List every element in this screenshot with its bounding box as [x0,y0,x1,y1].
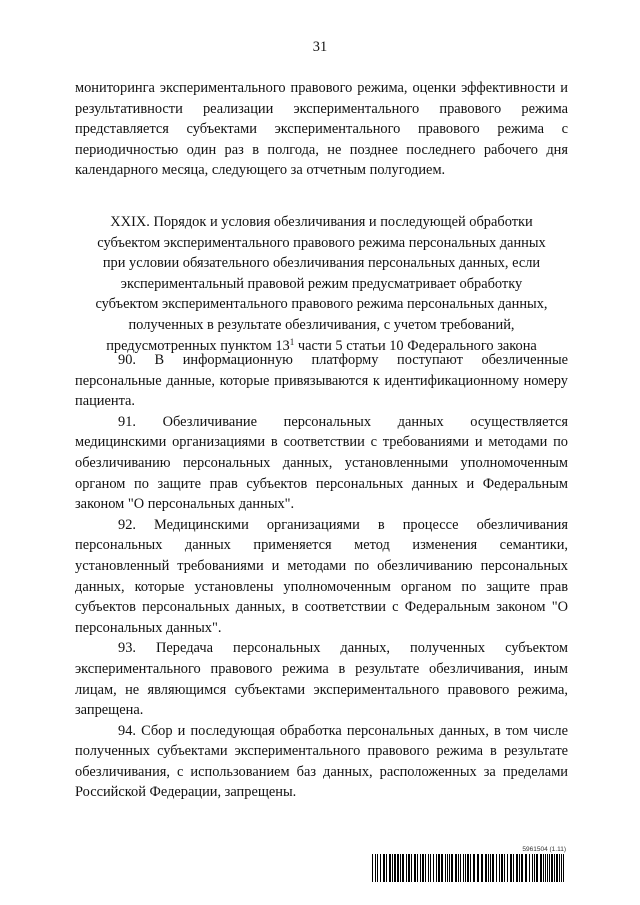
heading-text: предусмотренных пунктом 13 [106,337,290,354]
superscript: 1 [289,336,295,347]
list-item: 94. Сбор и последующая обработка персональных данных, в том числе полученных субъектами экспериментального правового режима в результате обезличивания, с использованием баз данных, расположенных за пределами Российской Федерации, запрещены. [75,722,568,801]
heading-line: экспериментальный правовой режим предусматривает обработку [120,275,523,292]
list-item: 93. Передача персональных данных, полученных субъектом экспериментального правового режима в результате обезличивания, иным лицам, не являющимся субъектами экспериментального правового режима, запрещена. [75,640,568,719]
list-item: 90. В информационную платформу поступают обезличенные персональные данные, которые привязываются к идентификационному номеру пациента. [75,352,568,410]
list-item: 92. Медицинскими организациями в процессе обезличивания персональных данных применяется метод изменения семантики, установленный требованиями и методами по обезличиванию персональных данных, которые установлены уполномоченным органом по защите прав субъектов персональных данных, в соответствии с Федеральным законом "О персональных данных". [75,516,568,636]
list-item: 91. Обезличивание персональных данных осуществляется медицинскими организациями в соответствии с требованиями и методами по обезличиванию персональных данных, установленными уполномоченным органом по защите прав субъектов персональных данных и Федеральным законом "О персональных данных". [75,413,568,513]
heading-text: части 5 статьи 10 Федерального закона [294,337,537,354]
heading-line: при условии обязательного обезличивания персональных данных, если [102,255,541,272]
heading-line: XXIX. Порядок и условия обезличивания и последующей обработки [110,214,533,230]
items-section [75,350,568,803]
intro-paragraph: мониторинга экспериментального правового режима, оценки эффективности и результативности реализации экспериментального правового режима представляется субъектами экспериментального правового режима с периодичностью один раз в полгода, не позднее последнего рабочего дня календарного месяца, следующего за отчетным полугодием. [75,80,568,179]
heading-line: субъектом экспериментального правового режима персональных данных [97,234,546,251]
heading-line: субъектом экспериментального правового режима персональных данных, [95,296,548,313]
page-number: 31 [312,39,328,55]
barcode-block [372,846,568,882]
intro-section [75,78,568,181]
heading-line: полученных в результате обезличивания, с учетом требований, [128,316,515,333]
barcode-code: 5961504 (1.11) [522,846,566,853]
section-heading [75,212,568,356]
barcode-icon [372,854,568,882]
